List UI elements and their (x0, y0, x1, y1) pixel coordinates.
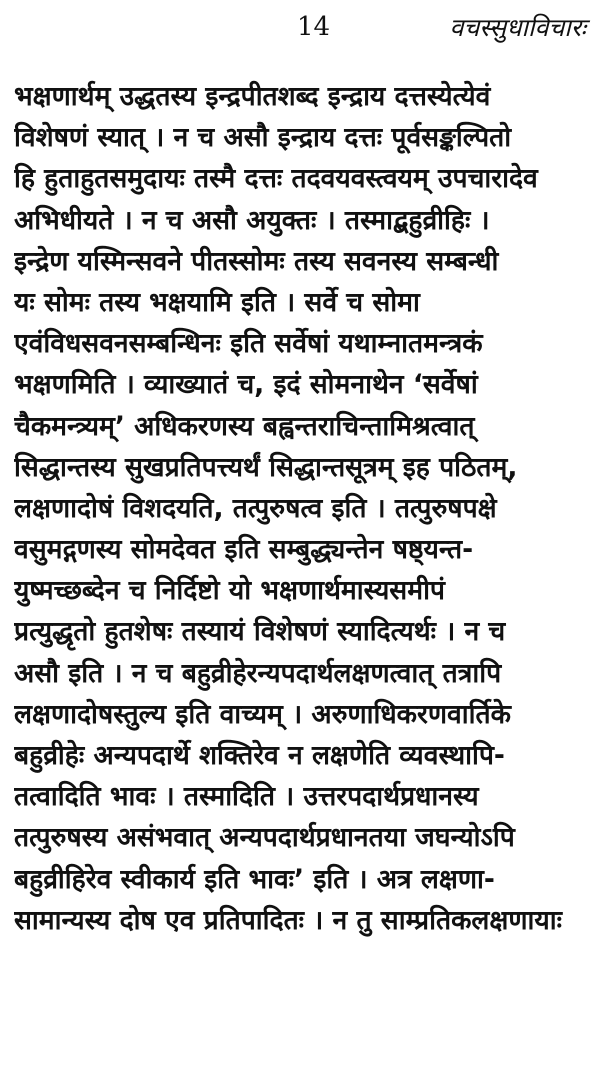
text-line: अभिधीयते । न च असौ अयुक्तः । तस्माद्बहुव्रीहिः । (14, 204, 490, 236)
text-line: प्रत्युद्धृतो हुतशेषः तस्यायं विशेषणं स्यादित्यर्थः । न च (14, 616, 506, 648)
running-title: वचस्सुधाविचारः (449, 13, 586, 42)
text-line: बहुव्रीहिरेव स्वीकार्य इति भावः’ इति । अत्र लक्षणा- (14, 863, 495, 895)
body-text (14, 76, 590, 941)
text-line: लक्षणादोषं विशदयति, तत्पुरुषत्व इति । तत्पुरुषपक्षे (14, 492, 497, 524)
text-line: इन्द्रेण यस्मिन्सवने पीतस्सोमः तस्य सवनस्य सम्बन्धी (14, 245, 499, 277)
text-line: युष्मच्छब्देन च निर्दिष्टो यो भक्षणार्थमास्यसमीपं (14, 575, 445, 607)
text-line: यः सोमः तस्य भक्षयामि इति । सर्वे च सोमा (14, 286, 420, 318)
text-line: बहुव्रीहेः अन्यपदार्थे शक्तिरेव न लक्षणेति व्यवस्थापि- (14, 740, 505, 771)
text-line: विशेषणं स्यात् । न च असौ इन्द्राय दत्तः पूर्वसङ्कल्पितो (14, 122, 512, 154)
text-line: सिद्धान्तस्य सुखप्रतिपत्त्यर्थं सिद्धान्तसूत्रम् इह पठितम्, (14, 451, 518, 483)
text-line: एवंविधसवनसम्बन्धिनः इति सर्वेषां यथाम्नातमन्त्रकं (14, 328, 483, 360)
text-line: असौ इति । न च बहुव्रीहेरन्यपदार्थलक्षणत्वात् तत्रापि (14, 657, 502, 689)
page-header (14, 0, 590, 62)
text-line: चैकमन्त्र्यम्’ अधिकरणस्य बह्वन्तराचिन्तामिश्रत्वात् (14, 410, 475, 442)
text-line: लक्षणादोषस्तुल्य इति वाच्यम् । अरुणाधिकरणवार्तिके (14, 698, 511, 730)
text-line: वसुमद्गणस्य सोमदेवत इति सम्बुद्ध्यन्तेन षष्ठ्यन्त- (14, 534, 474, 566)
text-line: तत्पुरुषस्य असंभवात् अन्यपदार्थप्रधानतया जघन्योऽपि (14, 822, 515, 854)
page-number: 14 (297, 12, 331, 42)
text-line: भक्षणार्थम् उद्धतस्य इन्द्रपीतशब्द इन्द्राय दत्तस्येत्येवं (14, 81, 491, 112)
text-line: तत्वादिति भावः । तस्मादिति । उत्तरपदार्थप्रधानस्य (14, 781, 479, 813)
text-line: भक्षणमिति । व्याख्यातं च, इदं सोमनाथेन ‘सर्वेषां (14, 369, 478, 401)
text-line: सामान्यस्य दोष एव प्रतिपादितः । न तु साम्प्रतिकलक्षणायाः (14, 904, 562, 936)
text-line: हि हुताहुतसमुदायः तस्मै दत्तः तदवयवस्त्वयम् उपचारादेव (14, 163, 538, 195)
